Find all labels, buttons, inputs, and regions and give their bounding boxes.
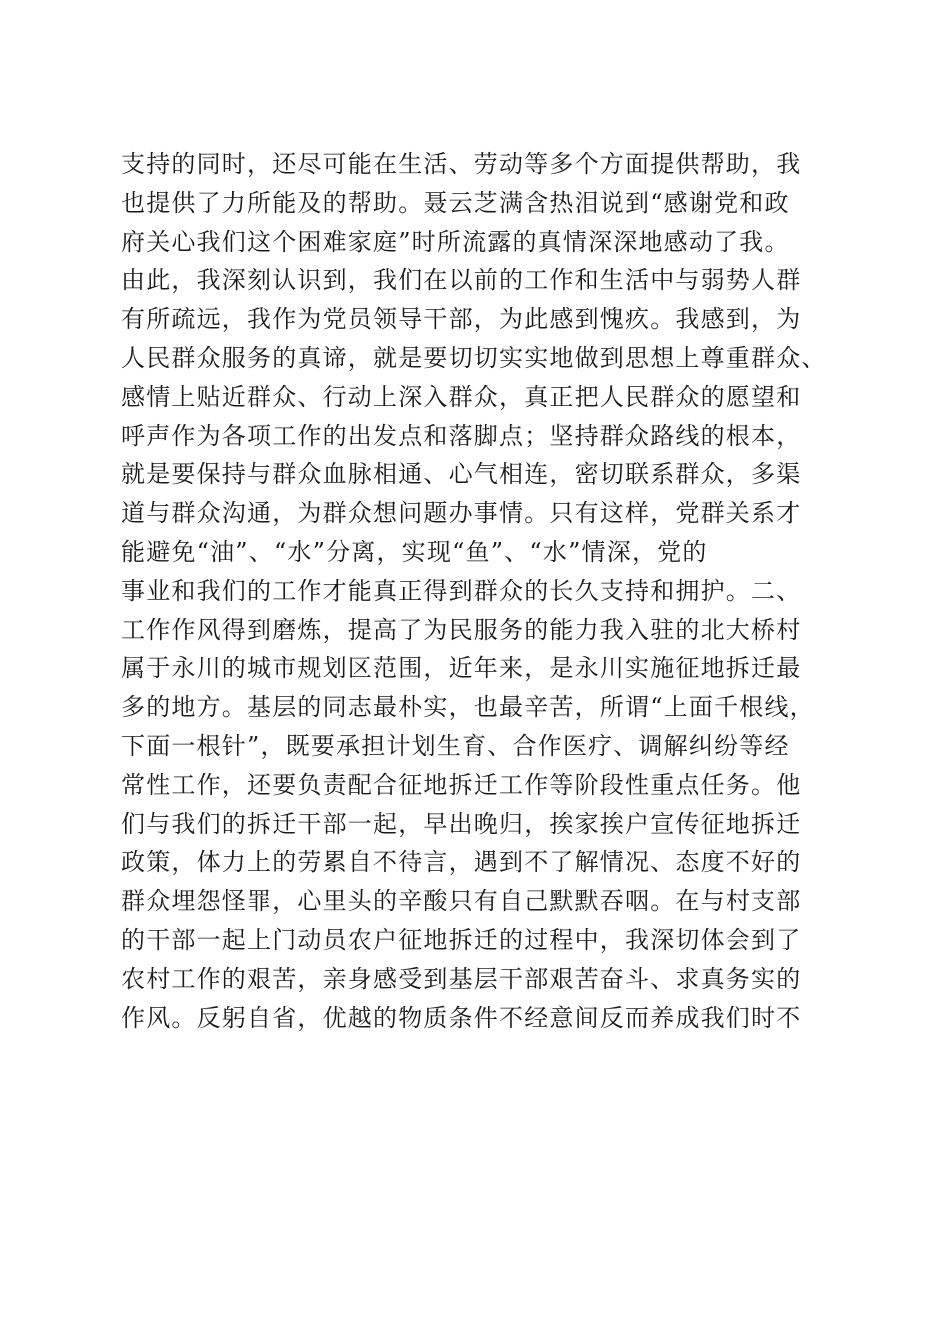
text-line: 人民群众服务的真谛，就是要切切实实地做到思想上尊重群众、 xyxy=(121,343,827,372)
text-line: 多的地方。基层的同志最朴实，也最辛苦，所谓“上面千根线， xyxy=(121,693,815,722)
text-line: 政策，体力上的劳累自不待言，遇到不了解情况、态度不好的 xyxy=(121,848,802,877)
text-line: 也提供了力所能及的帮助。聂云芝满含热泪说到“感谢党和政 xyxy=(121,188,790,217)
text-line: 由此，我深刻认识到，我们在以前的工作和生活中与弱势人群 xyxy=(121,266,802,295)
body-text xyxy=(121,145,841,1037)
text-line: 呼声作为各项工作的出发点和落脚点；坚持群众路线的根本， xyxy=(121,421,802,450)
text-line: 的干部一起上门动员农户征地拆迁的过程中，我深切体会到了 xyxy=(121,925,802,954)
text-line: 事业和我们的工作才能真正得到群众的长久支持和拥护。二、 xyxy=(121,576,802,605)
text-line: 常性工作，还要负责配合征地拆迁工作等阶段性重点任务。他 xyxy=(121,770,802,799)
text-line: 工作作风得到磨炼，提高了为民服务的能力我入驻的北大桥村 xyxy=(121,615,802,644)
text-line: 农村工作的艰苦，亲身感受到基层干部艰苦奋斗、求真务实的 xyxy=(121,964,802,993)
text-line: 有所疏远，我作为党员领导干部，为此感到愧疚。我感到，为 xyxy=(121,305,802,334)
text-line: 们与我们的拆迁干部一起，早出晚归，挨家挨户宣传征地拆迁 xyxy=(121,809,802,838)
text-line: 支持的同时，还尽可能在生活、劳动等多个方面提供帮助，我 xyxy=(121,150,802,178)
text-line: 群众埋怨怪罪，心里头的辛酸只有自己默默吞咽。在与村支部 xyxy=(121,887,802,916)
text-line: 感情上贴近群众、行动上深入群众，真正把人民群众的愿望和 xyxy=(121,382,802,411)
text-line: 属于永川的城市规划区范围，近年来，是永川实施征地拆迁最 xyxy=(121,654,802,683)
text-line: 府关心我们这个困难家庭”时所流露的真情深深地感动了我。 xyxy=(121,227,790,256)
text-line: 道与群众沟通，为群众想问题办事情。只有这样，党群关系才 xyxy=(121,499,802,528)
text-line: 作风。反躬自省，优越的物质条件不经意间反而养成我们时不 xyxy=(121,1003,802,1032)
text-line: 就是要保持与群众血脉相通、心气相连，密切联系群众，多渠 xyxy=(121,460,802,489)
text-line: 能避免“油”、“水”分离，实现“鱼”、“水”情深，党的 xyxy=(121,537,708,566)
text-line: 下面一根针”，既要承担计划生育、合作医疗、调解纠纷等经 xyxy=(121,731,790,760)
